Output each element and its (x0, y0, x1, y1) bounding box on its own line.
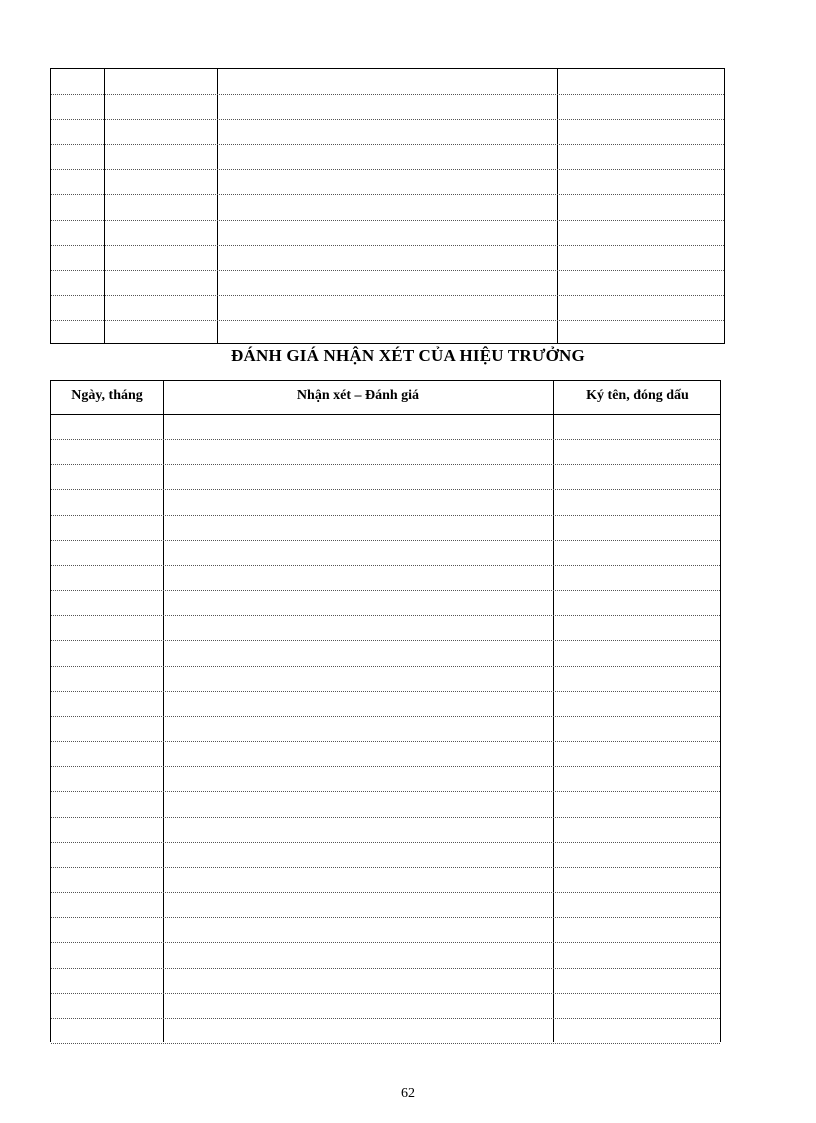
table-row (51, 270, 724, 271)
table-row (51, 489, 720, 490)
table-row (51, 942, 720, 943)
table-row (51, 766, 720, 767)
column-divider (557, 69, 558, 343)
table-row (51, 220, 724, 221)
section-title: ĐÁNH GIÁ NHẬN XÉT CỦA HIỆU TRƯỞNG (231, 346, 585, 365)
table-row (51, 1043, 720, 1044)
header-comment: Nhận xét – Đánh giá (296, 388, 420, 403)
table-row (51, 892, 720, 893)
table-row (51, 565, 720, 566)
table-row (51, 666, 720, 667)
header-date: Ngày, tháng (71, 388, 143, 403)
table-row (51, 194, 724, 195)
table-row (51, 439, 720, 440)
table-row (51, 320, 724, 321)
page-number: 62 (401, 1086, 415, 1101)
table-row (51, 464, 720, 465)
table-row (51, 169, 724, 170)
table-row (51, 741, 720, 742)
table-row (51, 1018, 720, 1019)
table-row (51, 144, 724, 145)
table-row (51, 791, 720, 792)
table-row (51, 245, 724, 246)
table-row (51, 917, 720, 918)
table-row (51, 640, 720, 641)
column-divider (104, 69, 105, 343)
table-row (51, 119, 724, 120)
table-row (51, 94, 724, 95)
table-row (51, 540, 720, 541)
column-divider (217, 69, 218, 343)
table-row (51, 867, 720, 868)
table-row (51, 615, 720, 616)
table-row (51, 716, 720, 717)
top-ruled-table (50, 68, 725, 344)
table-row (51, 993, 720, 994)
table-row (51, 968, 720, 969)
table-row (51, 817, 720, 818)
table-row (51, 590, 720, 591)
header-separator (51, 414, 720, 415)
table-row (51, 295, 724, 296)
header-signature: Ký tên, đóng dấu (586, 388, 689, 403)
table-row (51, 842, 720, 843)
table-row (51, 691, 720, 692)
table-row (51, 515, 720, 516)
evaluation-table (50, 380, 721, 1042)
